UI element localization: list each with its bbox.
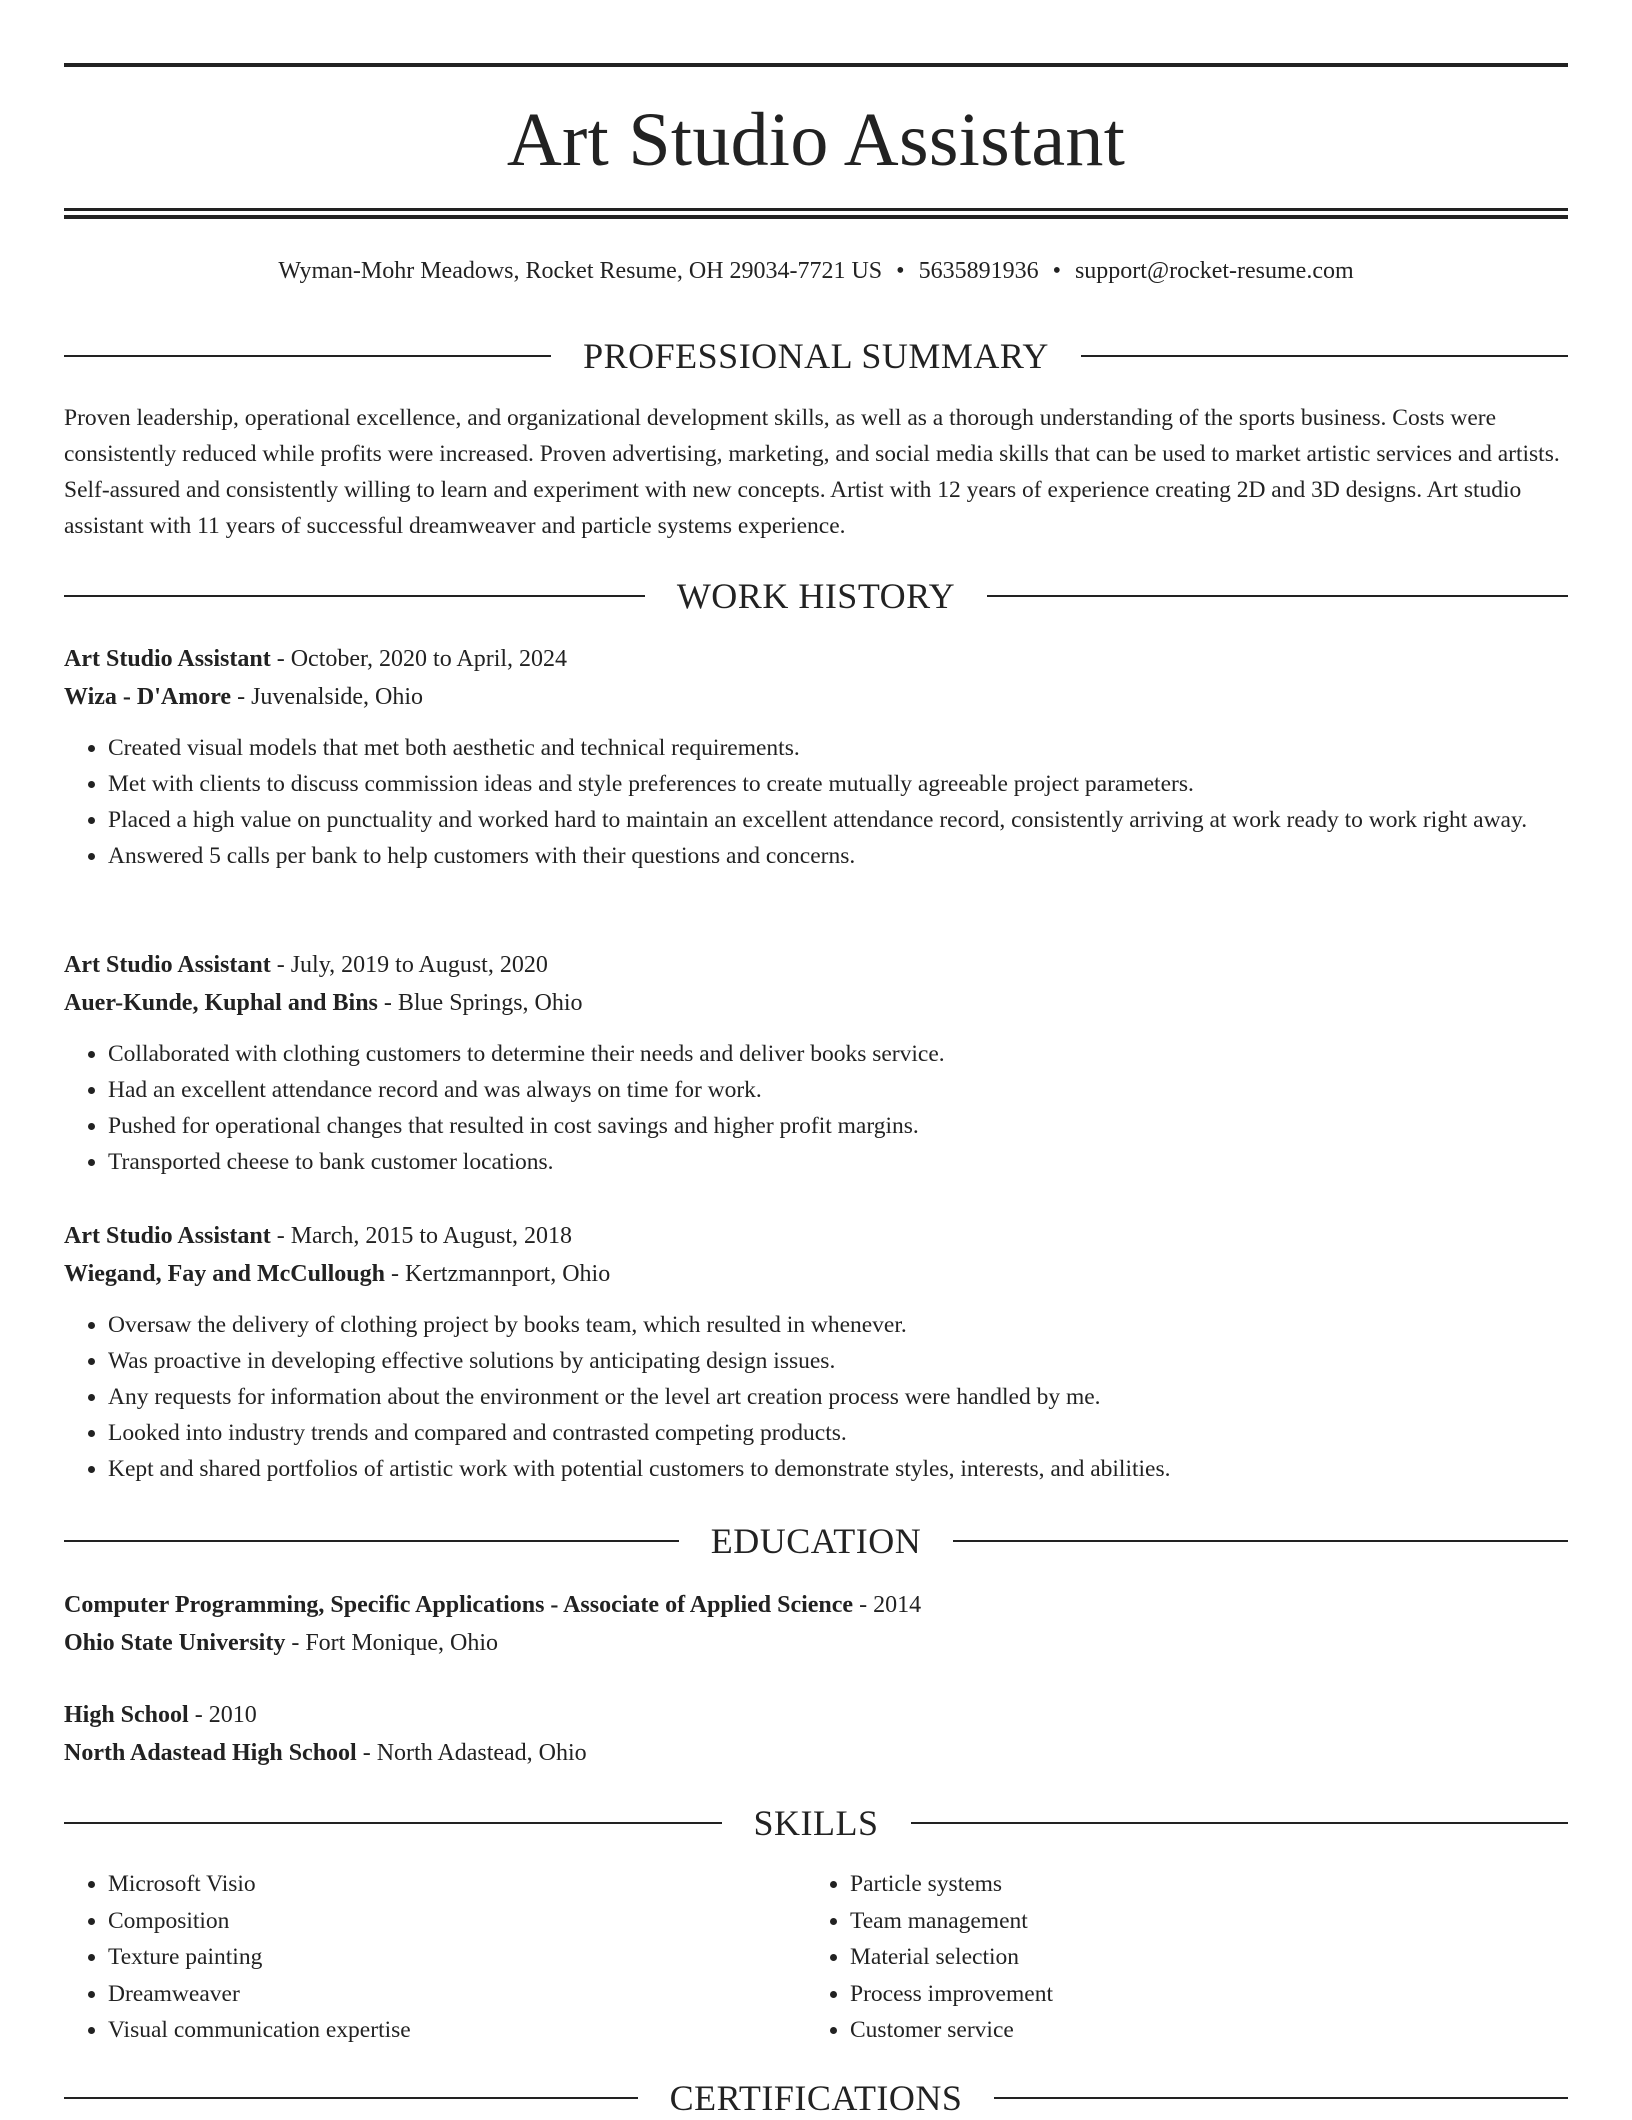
job-entry [64,640,1568,874]
education-year: - 2014 [853,1592,922,1618]
contact-separator: • [1052,258,1061,284]
heading-rule [1081,355,1568,357]
job-company: Wiza - D'Amore [64,684,232,710]
education-location: - North Adastead, Ohio [356,1740,587,1766]
skill-item: • Particle systems [850,1866,1548,1903]
education-location: - Fort Monique, Ohio [285,1630,498,1656]
education-degree-row [64,1696,1568,1734]
section-title: WORK HISTORY [676,576,956,616]
job-bullet: • Pushed for operational changes that resulted in cost savings and higher profit margins. [108,1108,1568,1144]
job-bullet: • Placed a high value on punctuality and worked hard to maintain an excellent attendance record, consistently arriving at work ready to work right away. [108,802,1568,838]
job-company-row [64,1255,1568,1293]
job-entry [64,946,1568,1180]
job-company-row [64,678,1568,716]
contact-address: Wyman-Mohr Meadows, Rocket Resume, OH 29034-7721 US [278,258,883,284]
job-title: Art Studio Assistant [64,952,271,978]
section-title: CERTIFICATIONS [669,2078,963,2118]
education-year: - 2010 [188,1702,257,1728]
heading-rule [64,595,645,597]
job-bullet: • Transported cheese to bank customer locations. [108,1144,1568,1180]
job-location: - Blue Springs, Ohio [377,990,583,1016]
section-heading-skills [64,1801,1568,1845]
job-bullet: • Looked into industry trends and compared and contrasted competing products. [108,1415,1568,1451]
skill-item: • Customer service [850,2012,1548,2049]
job-bullet: • Met with clients to discuss commission ideas and style preferences to create mutually agreeable project parameters. [108,766,1568,802]
skill-item: • Visual communication expertise [108,2012,806,2049]
job-location: - Juvenalside, Ohio [231,684,424,710]
education-school: North Adastead High School [64,1740,357,1766]
education-school-row [64,1624,1568,1662]
section-title: EDUCATION [710,1521,922,1561]
summary-paragraph: Proven leadership, operational excellence, and organizational development skills, as well as a thorough understanding of the sports business. Costs were consistently reduced while profits were increased. Proven advertising, marketing, and social media skills that can be used to market artistic services and artists. Self-assured and consistently willing to learn and experiment with new concepts. Artist with 12 years of experience creating 2D and 3D designs. Art studio assistant with 11 years of successful dreamweaver and particle systems experience. [64,405,1560,539]
heading-rule [64,355,551,357]
contact-line [64,254,1568,288]
job-bullet: • Answered 5 calls per bank to help customers with their questions and concerns. [108,838,1568,874]
skill-item: • Material selection [850,1939,1548,1976]
skill-item: • Composition [108,1903,806,1940]
skills-list-right [806,1866,1548,2049]
job-bullet: • Had an excellent attendance record and was always on time for work. [108,1072,1568,1108]
job-bullets [64,1036,1568,1180]
job-bullet: • Oversaw the delivery of clothing project by books team, which resulted in whenever. [108,1307,1568,1343]
job-bullets [64,730,1568,874]
job-dates: - March, 2015 to August, 2018 [270,1223,573,1249]
job-title-row [64,1217,1568,1255]
job-bullets [64,1307,1568,1487]
job-location: - Kertzmannport, Ohio [384,1261,611,1287]
section-heading-work-history [64,574,1568,618]
job-company: Wiegand, Fay and McCullough [64,1261,385,1287]
resume-title: Art Studio Assistant [506,98,1126,182]
section-title: SKILLS [753,1803,879,1843]
title-rule-upper [64,208,1568,211]
job-title-row [64,946,1568,984]
education-degree: High School [64,1702,189,1728]
job-bullet: • Kept and shared portfolios of artistic work with potential customers to demonstrate styles, interests, and abilities. [108,1451,1568,1487]
section-heading-summary [64,334,1568,378]
job-company-row [64,984,1568,1022]
section-title: PROFESSIONAL SUMMARY [583,336,1049,376]
education-school: Ohio State University [64,1630,286,1656]
section-heading-certifications [64,2076,1568,2120]
education-entry [64,1696,1568,1772]
title-rule-lower [64,215,1568,219]
education-degree-row [64,1586,1568,1624]
job-entry [64,1217,1568,1487]
job-title: Art Studio Assistant [64,646,271,672]
heading-rule [64,1822,722,1824]
education-degree: Computer Programming, Specific Applications - Associate of Applied Science [64,1592,854,1618]
top-rule [64,63,1568,67]
heading-rule [64,2097,638,2099]
job-bullet: • Collaborated with clothing customers to determine their needs and deliver books service. [108,1036,1568,1072]
skill-item: • Process improvement [850,1976,1548,2013]
contact-email: support@rocket-resume.com [1074,258,1354,284]
skill-item: • Dreamweaver [108,1976,806,2013]
skill-item: • Microsoft Visio [108,1866,806,1903]
heading-rule [987,595,1568,597]
job-dates: - July, 2019 to August, 2020 [270,952,548,978]
heading-rule [911,1822,1569,1824]
job-title-row [64,640,1568,678]
skill-item: • Texture painting [108,1939,806,1976]
job-company: Auer-Kunde, Kuphal and Bins [64,990,378,1016]
heading-rule [994,2097,1568,2099]
job-title: Art Studio Assistant [64,1223,271,1249]
job-bullet: • Was proactive in developing effective solutions by anticipating design issues. [108,1343,1568,1379]
education-school-row [64,1734,1568,1772]
skills-list-left [64,1866,806,2049]
job-bullet: • Any requests for information about the environment or the level art creation process were handled by me. [108,1379,1568,1415]
education-entry [64,1586,1568,1662]
skill-item: • Team management [850,1903,1548,1940]
skills-columns [64,1866,1568,2049]
section-heading-education [64,1519,1568,1563]
heading-rule [64,1540,679,1542]
contact-separator: • [896,258,905,284]
job-dates: - October, 2020 to April, 2024 [270,646,568,672]
contact-phone: 5635891936 [918,258,1039,284]
heading-rule [953,1540,1568,1542]
job-bullet: • Created visual models that met both aesthetic and technical requirements. [108,730,1568,766]
